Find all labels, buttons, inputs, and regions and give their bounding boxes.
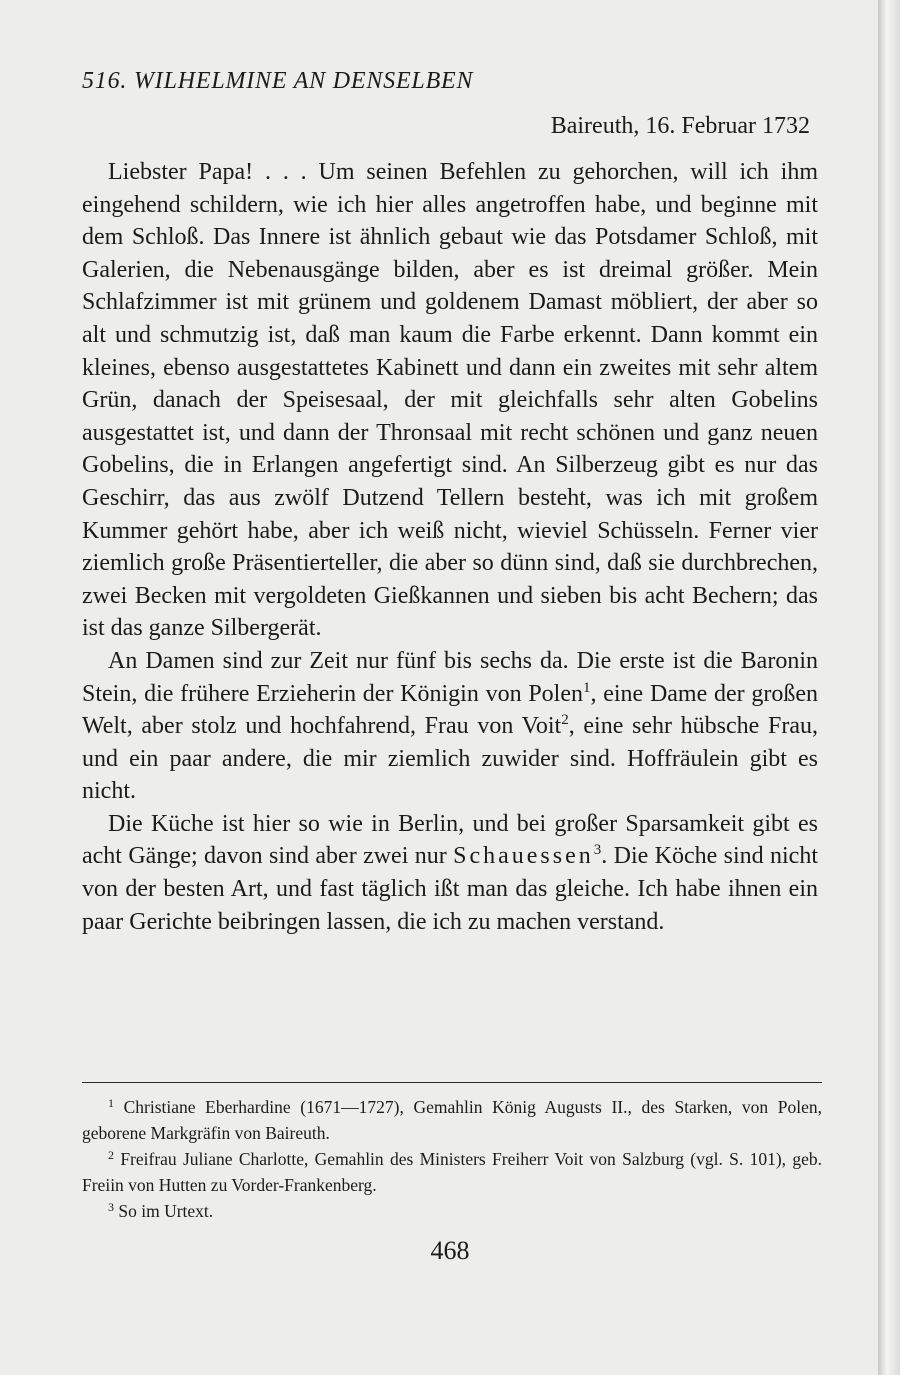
footnote-reference-2: 2 [561, 712, 569, 729]
footnote-2-number: 2 [108, 1148, 114, 1162]
letter-heading: 516. WILHELMINE AN DENSELBEN [82, 68, 474, 94]
footnote-1-text: Christiane Eberhardine (1671—1727), Gemahlin König Augusts II., des Starken, von Polen, geborene Markgräfin von Baireuth. [82, 1097, 823, 1143]
paragraph-3-spaced-word: Schauessen [453, 843, 594, 870]
paragraph-1: Liebster Papa! . . . Um seinen Befehlen zu gehorchen, will ich ihm eingehend schildern, wie ich hier alles angetroffen habe, und beginne mit dem Schloß. Das Innere ist ähnlich gebaut wie das Potsdamer Schloß, mit Galerien, die Nebenausgänge bilden, aber es ist dreimal größer. Mein Schlafzimmer ist mit grünem und goldenem Damast möbliert, der aber so alt und schmutzig ist, daß man kaum die Farbe erkennt. Dann kommt ein kleines, ebenso ausgestattetes Kabinett und dann ein zweites mit sehr altem Grün, danach der Speisesaal, der mit gleichfalls sehr alten Gobelins ausgestattet ist, und dann der Thronsaal mit recht schönen und ganz neuen Gobelins, die in Erlangen angefertigt sind. An Silberzeug gibt es nur das Geschirr, das aus zwölf Dutzend Tellern besteht, was ich mit großem Kummer gehört habe, aber ich weiß nicht, wieviel Schüsseln. Ferner vier ziemlich große Präsentierteller, die aber so dünn sind, daß sie durchbrechen, zwei Becken mit vergoldeten Gießkannen und sieben bis acht Bechern; das ist das ganze Silbergerät. [82, 159, 818, 642]
letter-dateline: Baireuth, 16. Februar 1732 [550, 113, 810, 139]
paragraph-2 [82, 645, 818, 808]
footnote-reference-1: 1 [583, 679, 591, 696]
footnotes [82, 1094, 822, 1224]
paragraph-2-text-b: , eine Dame der großen Welt, aber stolz und hochfahrend, Frau von Voit [82, 680, 818, 740]
footnote-2-text: Freifrau Juliane Charlotte, Gemahlin des Ministers Freiherr Voit von Salzburg (vgl. S. 101), geb. Freiin von Hutten zu Vorder-Frankenberg. [82, 1149, 823, 1195]
footnote-3-text: So im Urtext. [118, 1201, 214, 1221]
paragraph-3-text-a: Die Küche ist hier so wie in Berlin, und bei großer Sparsamkeit gibt es acht Gänge; davon sind aber zwei nur [82, 810, 818, 870]
footnote-1-number: 1 [108, 1096, 114, 1110]
footnote-1 [82, 1094, 822, 1146]
letter-body [82, 156, 818, 938]
paragraph-3-text-b: . Die Köche sind nicht von der besten Art, und fast täglich ißt man das gleiche. Ich habe ihnen ein paar Gerichte beibringen lassen, die ich zu machen verstand. [82, 843, 819, 935]
footnote-reference-3: 3 [593, 842, 602, 859]
page-edge [878, 0, 900, 1375]
footnote-rule [82, 1082, 822, 1083]
footnote-2 [82, 1146, 822, 1198]
paragraph-2-text-a: An Damen sind zur Zeit nur fünf bis sechs da. Die erste ist die Baronin Stein, die frühere Erzieherin der Königin von Polen [82, 647, 818, 707]
footnote-3 [82, 1198, 822, 1224]
paragraph-3 [82, 808, 818, 938]
page-number: 468 [430, 1236, 470, 1265]
paragraph-2-text-c: , eine sehr hübsche Frau, und ein paar andere, die mir ziemlich zuwider sind. Hoffräulein gibt es nicht. [82, 713, 819, 805]
footnote-3-number: 3 [108, 1200, 114, 1214]
